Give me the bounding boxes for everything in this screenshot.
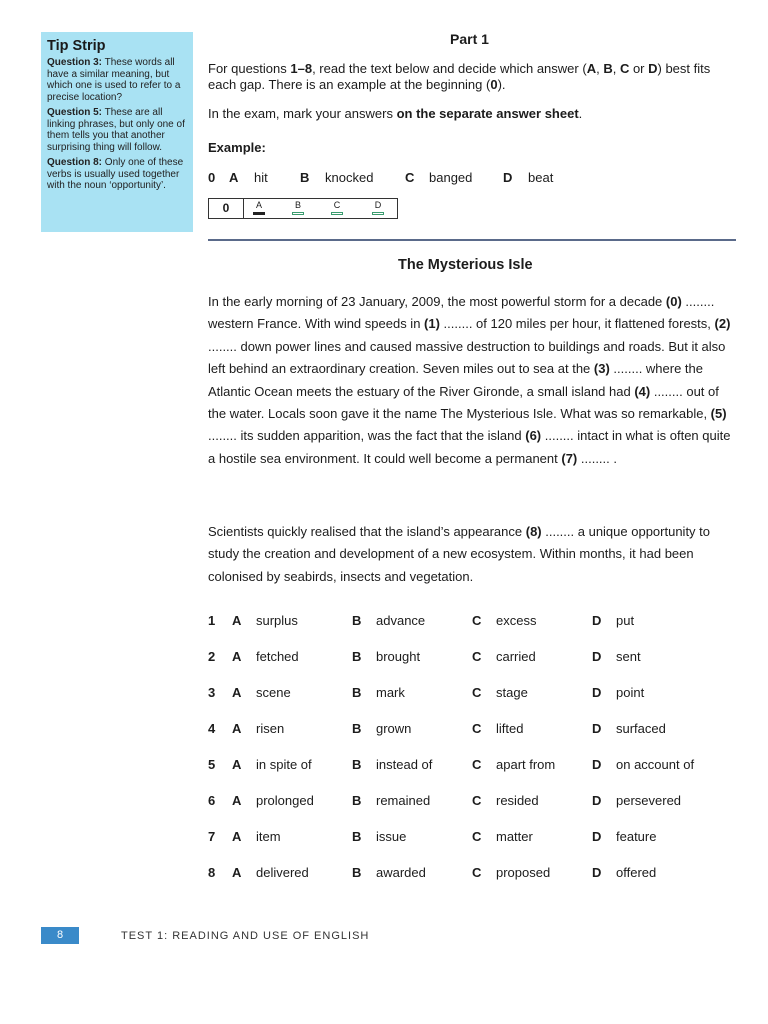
- paragraph-text: ........ its sudden apparition, was the fact that the island: [208, 428, 526, 444]
- option-letter: D: [592, 829, 602, 844]
- tip-strip: [41, 32, 193, 232]
- gap-number: (2): [714, 316, 731, 332]
- part-title: Part 1: [450, 31, 489, 47]
- option-letter: A: [232, 613, 242, 628]
- option-letter: B: [352, 865, 362, 880]
- gap-number: (6): [525, 428, 542, 444]
- option-letter: C: [472, 613, 482, 628]
- text-paragraph-2: [208, 521, 736, 588]
- tip-text: These words all have a similar meaning, but which one is used to refer to a precise location?: [47, 57, 181, 103]
- answer-sheet-letter: B: [294, 200, 301, 210]
- text-title: The Mysterious Isle: [398, 257, 533, 273]
- question-row: [0, 721, 768, 739]
- option-word: excess: [496, 613, 537, 628]
- option-letter: B: [352, 721, 362, 736]
- option-letter: A: [232, 865, 242, 880]
- option-word: awarded: [376, 865, 426, 880]
- option-letter: C: [472, 793, 482, 808]
- tip-label: Question 5:: [47, 107, 103, 118]
- option-word: surplus: [256, 613, 298, 628]
- page-number-badge: 8: [41, 927, 79, 944]
- tip-question-5: [47, 107, 187, 153]
- option-word: item: [256, 829, 281, 844]
- instr-text: ) best fits each gap. There is an example at the beginning (: [208, 61, 711, 92]
- option-letter: D: [592, 757, 602, 772]
- tip-text: These are all linking phrases, but only one of them tells you that another surprising thing will follow.: [47, 107, 185, 153]
- text-paragraph-1: [208, 291, 736, 470]
- paragraph-text: In the early morning of 23 January, 2009, the most powerful storm for a decade: [208, 294, 666, 309]
- option-word: matter: [496, 829, 533, 844]
- option-letter: A: [232, 829, 242, 844]
- option-word: delivered: [256, 865, 309, 880]
- paragraph-text: ........ a unique opportunity to study the creation and development of a new ecosystem. Within months, it had been colonised by seabirds, insects and vegetation.: [208, 524, 711, 584]
- option-letter: A: [232, 685, 242, 700]
- answer-sheet-example: [208, 198, 398, 219]
- question-number: 4: [208, 721, 216, 736]
- option-word: offered: [616, 865, 657, 880]
- question-number: 7: [208, 829, 216, 844]
- question-row: [0, 829, 768, 847]
- instr-text: ).: [497, 77, 506, 92]
- option-letter: D: [592, 721, 602, 736]
- option-letter: C: [472, 757, 482, 772]
- option-word: feature: [616, 829, 657, 844]
- option-word: on account of: [616, 757, 695, 772]
- option-letter: C: [472, 829, 482, 844]
- question-number: 3: [208, 685, 216, 700]
- paragraph-text: ........ where the Atlantic Ocean meets the estuary of the River Gironde, a small island had: [208, 361, 704, 399]
- option-letter: D: [592, 685, 602, 700]
- paragraph-text: ........ .: [577, 450, 617, 466]
- instr-range: 1–8: [290, 61, 313, 76]
- question-number: 5: [208, 757, 216, 772]
- answer-sheet-mark[interactable]: [331, 212, 343, 215]
- option-word: point: [616, 685, 645, 700]
- option-word: carried: [496, 649, 536, 664]
- instr-text: or: [629, 61, 649, 76]
- option-word: risen: [256, 721, 285, 736]
- tip-question-3: [47, 57, 187, 103]
- tip-question-8: [47, 157, 187, 192]
- option-word: issue: [376, 829, 407, 844]
- option-letter: C: [472, 865, 482, 880]
- example-option-word: banged: [429, 170, 473, 185]
- instr-strong: on the separate answer sheet: [396, 106, 579, 121]
- instr-letter: A: [586, 61, 597, 76]
- question-number: 1: [208, 613, 216, 628]
- option-letter: C: [472, 649, 482, 664]
- answer-sheet-number: 0: [209, 199, 244, 218]
- gap-number: (4): [634, 383, 651, 399]
- answer-sheet-mark-filled[interactable]: [253, 212, 265, 215]
- instr-sep: ,: [596, 61, 604, 76]
- paragraph-text: ........ intact in what is often quite a hostile sea environment. It could well become a permanent: [208, 428, 731, 466]
- answer-sheet-mark[interactable]: [372, 212, 384, 215]
- option-word: mark: [376, 685, 405, 700]
- instr-zero: 0: [490, 77, 498, 92]
- option-letter: B: [352, 757, 362, 772]
- option-word: put: [616, 613, 635, 628]
- question-row: [0, 865, 768, 883]
- example-option-letter: B: [300, 170, 310, 185]
- instructions-line-2: [208, 106, 736, 121]
- question-row: [0, 649, 768, 667]
- answer-sheet-letter: C: [333, 200, 341, 210]
- paragraph-text: ........ out of the water. Locals soon gave it the name The Mysterious Isle. What was so remarkable,: [208, 383, 719, 422]
- option-word: scene: [256, 685, 291, 700]
- example-option-word: hit: [254, 170, 268, 185]
- question-row: [0, 685, 768, 703]
- gap-number: (1): [424, 316, 440, 332]
- option-word: grown: [376, 721, 412, 736]
- option-word: remained: [376, 793, 431, 808]
- option-letter: B: [352, 829, 362, 844]
- example-option-word: beat: [528, 170, 554, 185]
- answer-sheet-mark[interactable]: [292, 212, 304, 215]
- option-letter: A: [232, 649, 242, 664]
- example-option-letter: C: [405, 170, 415, 185]
- instr-letter: B: [603, 61, 613, 76]
- example-option-word: knocked: [325, 170, 374, 185]
- question-row: [0, 793, 768, 811]
- option-word: advance: [376, 613, 426, 628]
- instr-letter: C: [619, 61, 630, 76]
- option-letter: B: [352, 613, 362, 628]
- option-letter: D: [592, 793, 602, 808]
- gap-number: (5): [710, 406, 727, 422]
- option-word: surfaced: [616, 721, 666, 736]
- instructions-line-1: [208, 61, 736, 93]
- option-word: persevered: [616, 793, 682, 808]
- divider-rule: [208, 239, 736, 241]
- footer-section-title: TEST 1: READING AND USE OF ENGLISH: [121, 930, 370, 942]
- option-word: brought: [376, 649, 421, 664]
- option-word: prolonged: [256, 793, 314, 808]
- question-row: [0, 613, 768, 631]
- option-word: lifted: [496, 721, 524, 736]
- example-number: 0: [208, 170, 216, 185]
- option-letter: B: [352, 793, 362, 808]
- option-word: stage: [496, 685, 528, 700]
- tip-strip-title: Tip Strip: [47, 38, 106, 54]
- tip-label: Question 3:: [47, 57, 103, 68]
- option-word: in spite of: [256, 757, 312, 772]
- option-letter: D: [592, 649, 602, 664]
- answer-sheet-letter: D: [374, 200, 382, 210]
- example-option-letter: A: [229, 170, 239, 185]
- option-letter: A: [232, 793, 242, 808]
- option-letter: C: [472, 685, 482, 700]
- option-word: resided: [496, 793, 539, 808]
- gap-number: (8): [525, 524, 542, 539]
- instr-letter: D: [648, 61, 658, 76]
- instr-text: .: [578, 106, 583, 121]
- option-letter: D: [592, 865, 602, 880]
- answer-sheet-letter: A: [255, 200, 262, 210]
- example-option-letter: D: [503, 170, 513, 185]
- option-word: instead of: [376, 757, 433, 772]
- instr-text: , read the text below and decide which answer (: [312, 61, 587, 76]
- option-word: apart from: [496, 757, 556, 772]
- question-row: [0, 757, 768, 775]
- option-word: sent: [616, 649, 641, 664]
- paragraph-text: Scientists quickly realised that the island’s appearance: [208, 524, 526, 539]
- option-word: proposed: [496, 865, 551, 880]
- paragraph-text: ........ down power lines and caused massive destruction to buildings and roads. But it also left behind an extraordinary creation. Seven miles out to sea at the: [208, 338, 726, 377]
- option-letter: C: [472, 721, 482, 736]
- option-word: fetched: [256, 649, 299, 664]
- tip-label: Question 8:: [47, 157, 103, 168]
- option-letter: B: [352, 685, 362, 700]
- question-number: 6: [208, 793, 216, 808]
- paragraph-text: ........ of 120 miles per hour, it flattened forests,: [439, 316, 715, 332]
- question-number: 8: [208, 865, 216, 880]
- question-number: 2: [208, 649, 216, 664]
- instr-text: In the exam, mark your answers: [208, 106, 397, 121]
- gap-number: (7): [561, 450, 578, 466]
- tip-text: Only one of these verbs is usually used together with the noun ‘opportunity’.: [47, 157, 184, 191]
- paragraph-text: ........ western France. With wind speeds in: [208, 294, 715, 332]
- option-letter: A: [232, 721, 242, 736]
- example-label: Example:: [208, 140, 266, 155]
- instr-sep: ,: [612, 61, 620, 76]
- gap-number: (3): [593, 361, 610, 377]
- option-letter: B: [352, 649, 362, 664]
- instr-text: For questions: [208, 61, 291, 76]
- gap-number: (0): [665, 294, 682, 309]
- option-letter: A: [232, 757, 242, 772]
- option-letter: D: [592, 613, 602, 628]
